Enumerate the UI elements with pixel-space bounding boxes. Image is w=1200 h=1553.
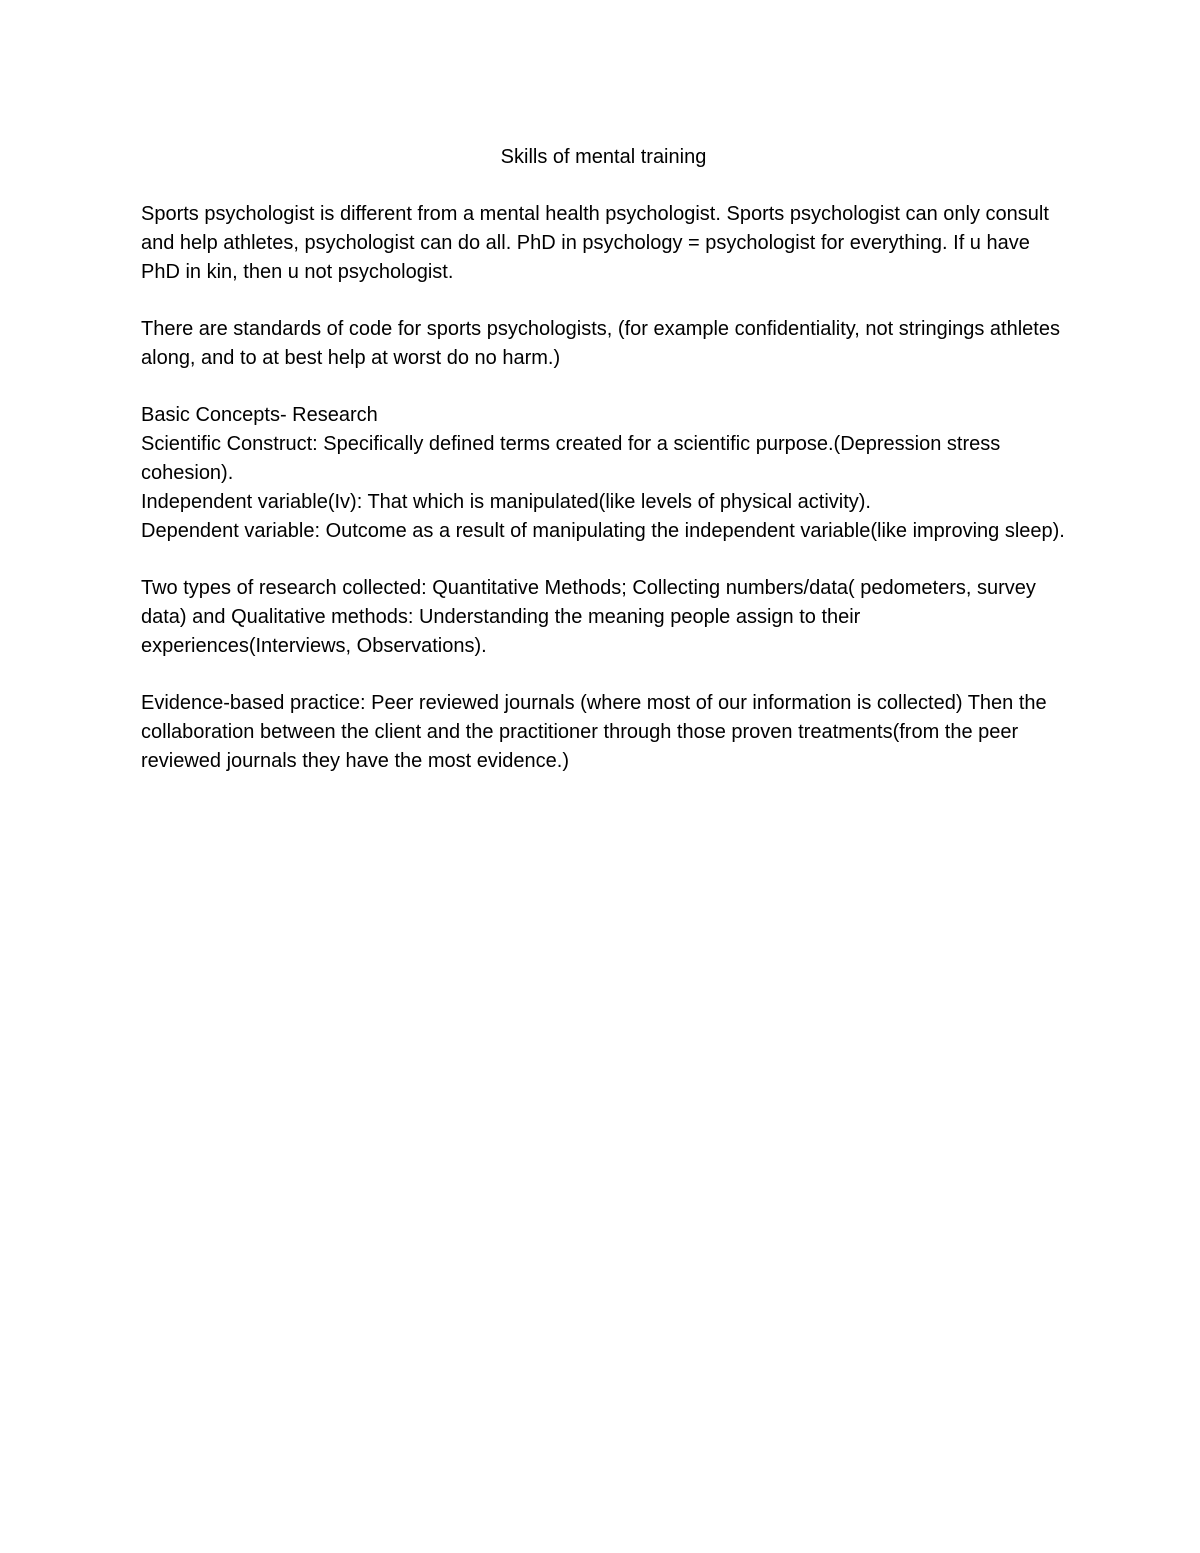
paragraph-line: Evidence-based practice: Peer reviewed journals (where most of our information is collected) Then the collaboration between the client and the practitioner through those proven treatments(from the peer reviewed journals they have the most evidence.) bbox=[141, 692, 1047, 772]
definition-independent-variable: Independent variable(Iv): That which is manipulated(like levels of physical activity). bbox=[141, 491, 871, 513]
definition-dependent-variable: Dependent variable: Outcome as a result of manipulating the independent variable(like improving sleep). bbox=[141, 520, 1065, 542]
paragraph-psychologist-types bbox=[141, 200, 1066, 287]
definition-scientific-construct: Scientific Construct: Specifically defined terms created for a scientific purpose.(Depression stress cohesion). bbox=[141, 433, 1001, 484]
document-title: Skills of mental training bbox=[500, 146, 707, 168]
paragraph-line: Sports psychologist is different from a mental health psychologist. Sports psychologist can only consult and help athletes, psychologist can do all. PhD in psychology = psychologist for everything. If u have PhD in kin, then u not psychologist. bbox=[141, 203, 1049, 283]
paragraph-basic-concepts bbox=[141, 401, 1066, 546]
paragraph-standards-of-code bbox=[141, 315, 1066, 373]
section-heading-basic-concepts: Basic Concepts- Research bbox=[141, 404, 378, 426]
paragraph-line: Two types of research collected: Quantitative Methods; Collecting numbers/data( pedometers, survey data) and Qualitative methods: Understanding the meaning people assign to their experiences(Interviews, Observations). bbox=[141, 577, 1036, 657]
paragraph-research-types bbox=[141, 574, 1066, 661]
paragraph-line: There are standards of code for sports psychologists, (for example confidentiality, not stringings athletes along, and to at best help at worst do no harm.) bbox=[141, 318, 1060, 369]
document-body bbox=[141, 143, 1066, 804]
paragraph-evidence-based-practice bbox=[141, 689, 1066, 776]
